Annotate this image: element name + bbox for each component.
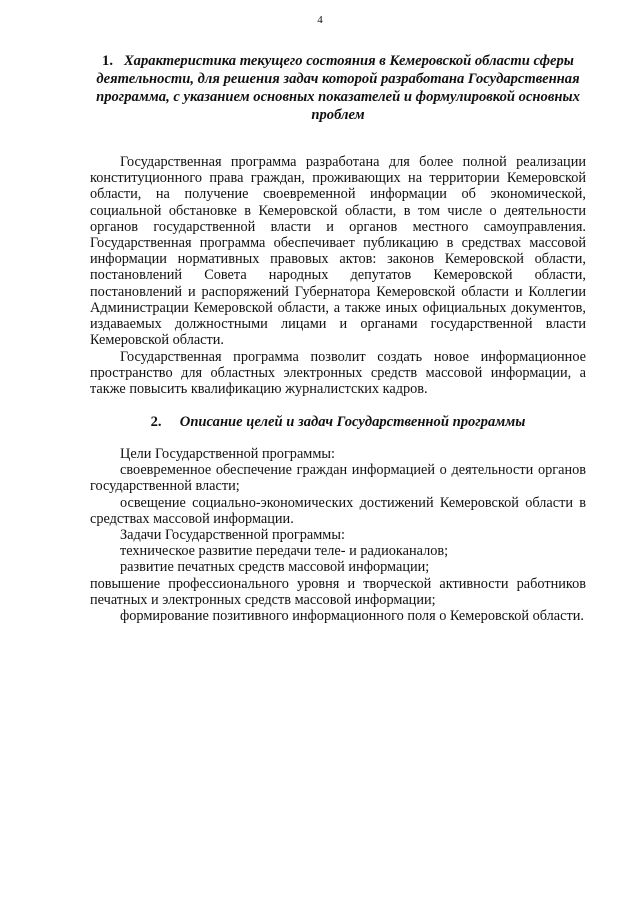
section-2-number: 2. [150,414,162,430]
goal-item-2: освещение социально-экономических достижений Кемеровской области в средствах массовой информации. [90,494,586,527]
section-2-heading [90,413,586,431]
section-1-paragraph-1: Государственная программа разработана для более полной реализации конституционного права граждан, проживающих на территории Кемеровской области, на получение своевременной информации об экономической, социальной обстановке в Кемеровской области, в том числе о деятельности органов государственной власти и органов местного самоуправления. Государственная программа обеспечивает публикацию в средствах массовой информации нормативных правовых актов: законов Кемеровской области, постановлений Совета народных депутатов Кемеровской области, постановлений и распоряжений Губернатора Кемеровской области и Коллегии Администрации Кемеровской области, а также иных официальных документов, издаваемых должностными лицами и органами государственной власти Кемеровской области. [90,154,586,349]
task-item-3: повышение профессионального уровня и творческой активности работников печатных и электронных средств массовой информации; [90,575,586,608]
section-1-heading [90,52,586,124]
section-1-title: Характеристика текущего состояния в Кемеровской области сферы деятельности, для решения задач которой разработана Государственная программа, с указанием основных показателей и формулировкой основных проблем [96,53,580,123]
section-1-number: 1. [102,53,113,69]
goals-and-tasks-block [90,446,586,624]
section-1-paragraph-1-block [90,154,586,348]
task-item-2: развитие печатных средств массовой информации; [120,559,430,576]
section-1-paragraph-2: Государственная программа позволит создать новое информационное пространство для областных электронных средств массовой информации, а также повысить квалификацию журналистских кадров. [90,349,586,398]
page-number: 4 [317,14,323,26]
section-1-paragraph-2-block [90,349,586,398]
goals-heading: Цели Государственной программы: [120,446,335,462]
task-item-4: формирование позитивного информационного поля о Кемеровской области. [120,608,584,625]
section-2-title: Описание целей и задач Государственной программы [179,414,526,430]
task-item-1: техническое развитие передачи теле- и радиоканалов; [120,543,449,560]
goal-item-1: своевременное обеспечение граждан информацией о деятельности органов государственной власти; [90,462,586,495]
tasks-heading: Задачи Государственной программы: [120,527,345,544]
